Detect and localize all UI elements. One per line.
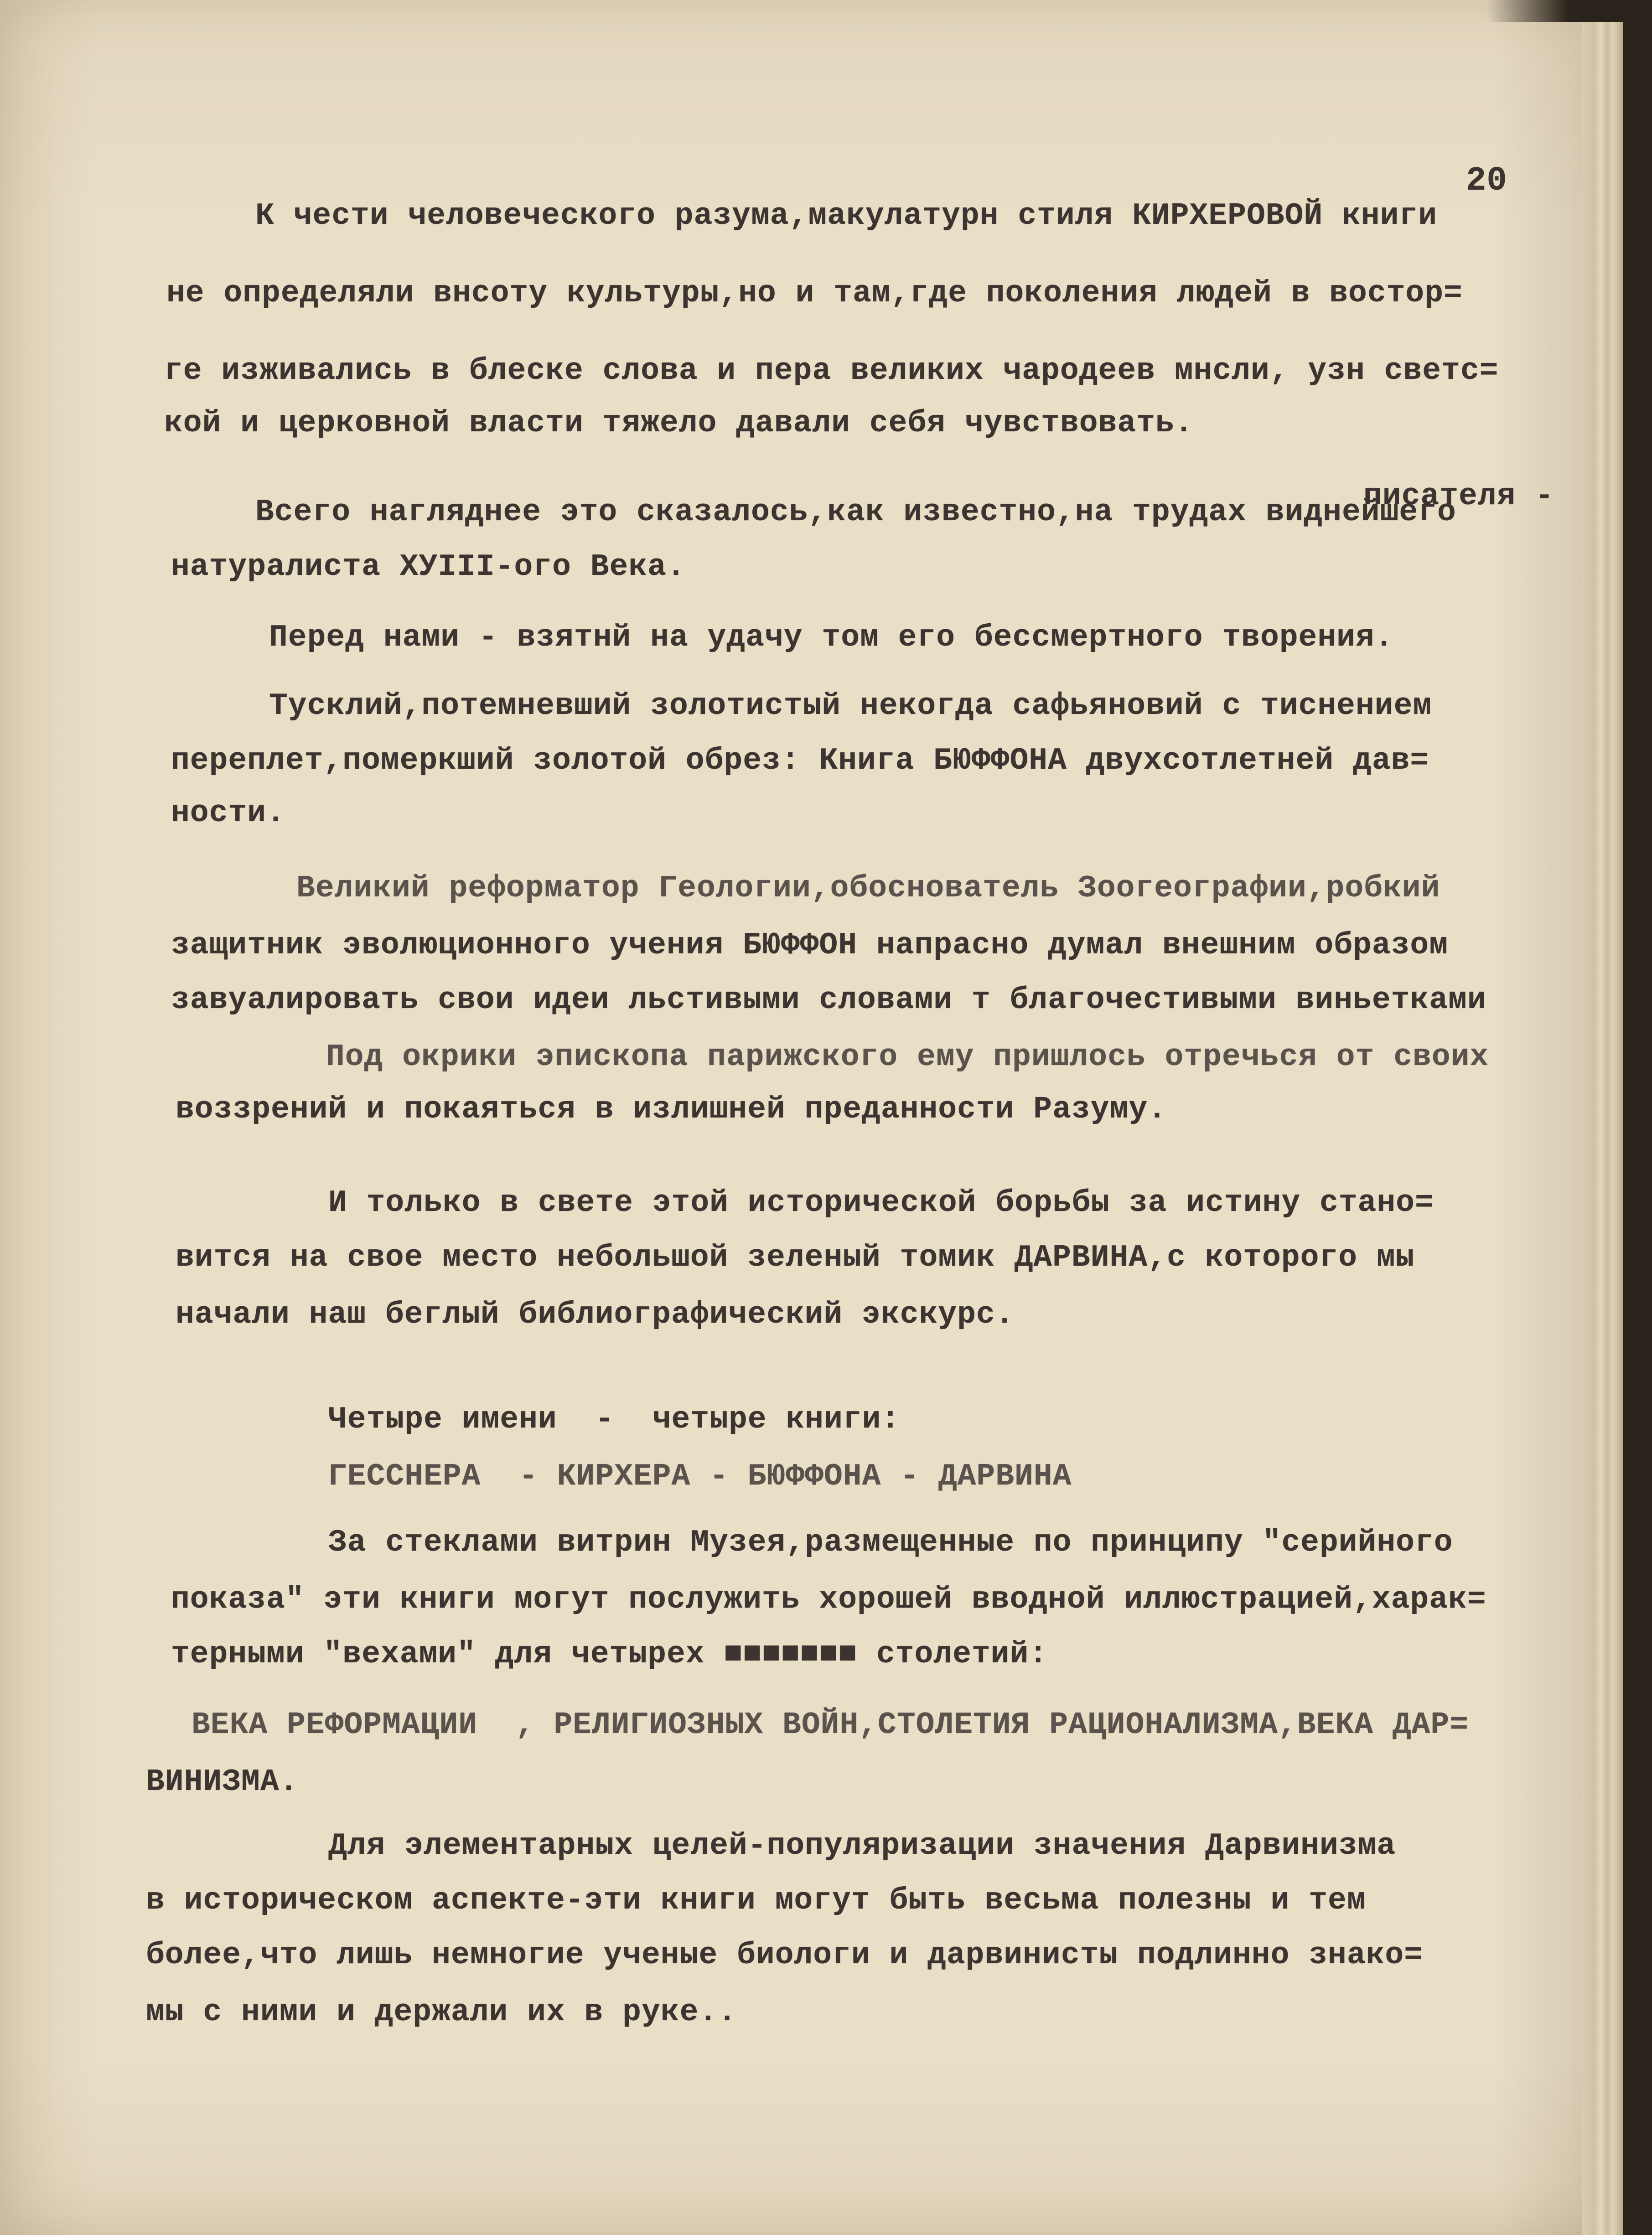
text-line: более,что лишь немногие ученые биологи и дарвинисты подлинно знако= xyxy=(146,1938,1424,1973)
text-line: За стеклами витрин Музея,размещенные по принципу "серийного xyxy=(328,1525,1453,1560)
binding-shadow xyxy=(1486,0,1623,22)
text-line: воззрений и покаяться в излишней преданности Разуму. xyxy=(176,1092,1167,1127)
book-names-line: ГЕССНЕРА - КИРХЕРА - БЮФФОНА - ДАРВИНА xyxy=(328,1459,1072,1494)
text-line: Великий реформатор Геологии,обоснователь Зоогеографии,робкий xyxy=(296,871,1440,906)
underlying-page-edges xyxy=(1582,0,1623,2235)
text-line: завуалировать свои идеи льстивыми словами т благочестивыми виньетками xyxy=(171,983,1486,1018)
text-line: показа" эти книги могут послужить хорошей вводной иллюстрацией,харак= xyxy=(171,1582,1486,1617)
text-line: Тусклий,потемневший золотистый некогда сафьяновий с тиснением xyxy=(269,688,1432,724)
text-line: защитник эволюционного учения БЮФФОН напрасно думал внешним образом xyxy=(171,928,1449,963)
text-line: Четыре имени - четыре книги: xyxy=(328,1402,901,1437)
text-line: переплет,померкший золотой обрез: Книга БЮФФОНА двухсотлетней дав= xyxy=(171,743,1429,778)
text-line: не определяли внсоту культуры,но и там,где поколения людей в востор= xyxy=(166,276,1463,311)
text-line: Под окрики эпископа парижского ему пришлось отречься от своих xyxy=(326,1040,1489,1075)
text-line: кой и церковной власти тяжело давали себя чувствовать. xyxy=(164,406,1194,441)
text-line: ВИНИЗМА. xyxy=(146,1764,299,1800)
text-line: Для элементарных целей-популяризации значения Дарвинизма xyxy=(328,1828,1396,1863)
handwritten-insertion: писателя - xyxy=(1363,479,1554,514)
text-line: ности. xyxy=(171,796,285,831)
text-line: натуралиста ХУIII-ого Века. xyxy=(171,549,686,585)
text-line: в историческом аспекте-эти книги могут быть весьма полезны и тем xyxy=(146,1883,1366,1918)
page-number: 20 xyxy=(1466,162,1507,200)
text-line: Перед нами - взятнй на удачу том его бессмертного творения. xyxy=(269,620,1394,655)
text-line: И только в свете этой исторической борьбы за истину стано= xyxy=(328,1185,1434,1221)
text-line: К чести человеческого разума,макулатурн стиля КИРХЕРОВОЙ книги xyxy=(255,198,1438,233)
text-line: терными "вехами" для четырех ■■■■■■■ столетий: xyxy=(171,1637,1048,1672)
text-line: ВЕКА РЕФОРМАЦИИ , РЕЛИГИОЗНЫХ ВОЙН,СТОЛЕТИЯ РАЦИОНАЛИЗМА,ВЕКА ДАР= xyxy=(192,1707,1469,1743)
text-line: вится на свое место небольшой зеленый томик ДАРВИНА,с которого мы xyxy=(176,1240,1415,1275)
text-line: мы с ними и держали их в руке.. xyxy=(146,1995,737,2030)
text-line: начали наш беглый библиографический экскурс. xyxy=(176,1297,1015,1332)
text-line: ге изживались в блеске слова и пера великих чародеев мнсли, узн светс= xyxy=(164,353,1499,388)
text-line: Всего нагляднее это сказалось,как известно,на трудах виднейшего xyxy=(255,495,1456,530)
